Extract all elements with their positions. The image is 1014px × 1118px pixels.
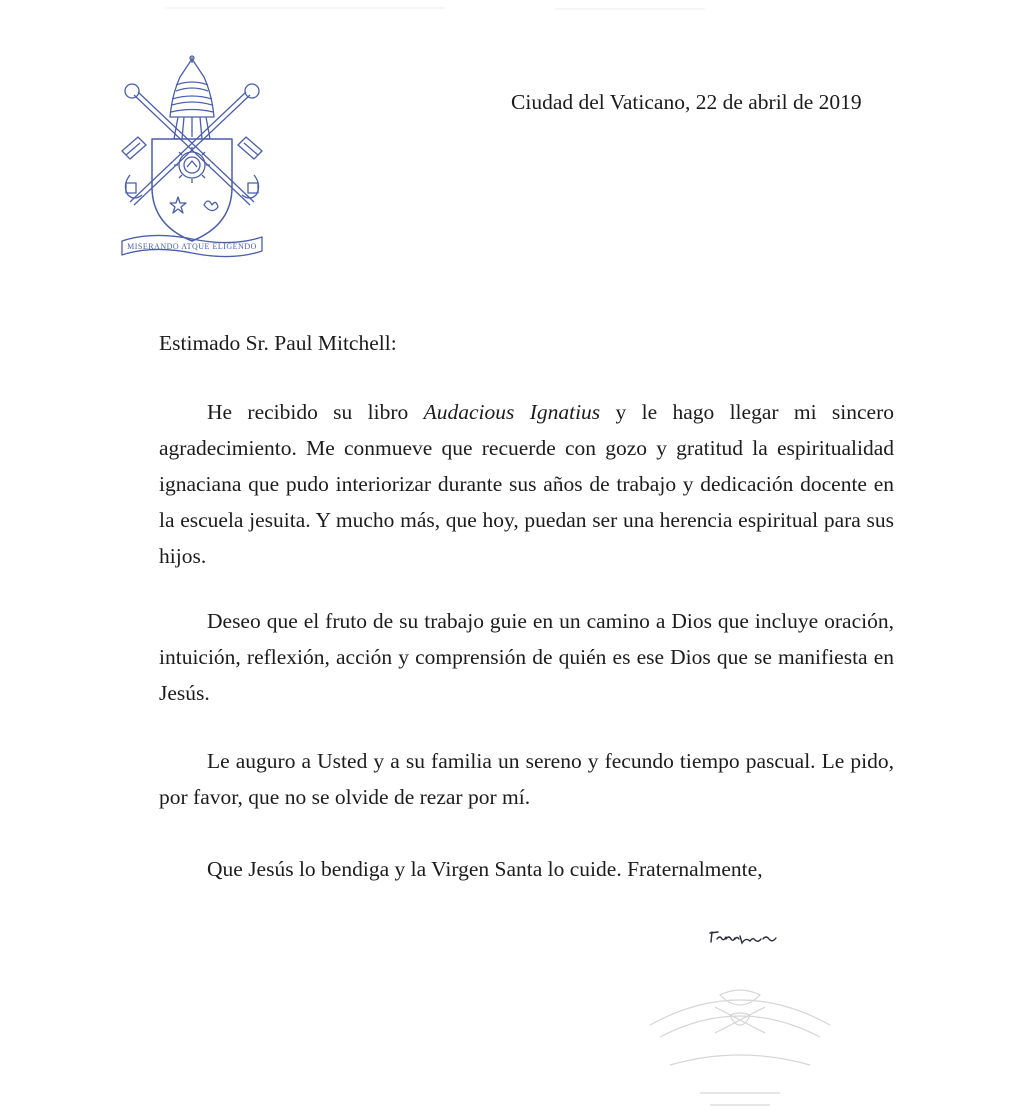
signature-icon xyxy=(706,925,786,949)
letter-paragraph-3: Le auguro a Usted y a su familia un sereno y fecundo tiempo pascual. Le pido, por favor, que no se olvide de rezar por mí. xyxy=(159,749,894,809)
scan-artifact xyxy=(0,0,1014,12)
letter-salutation: Estimado Sr. Paul Mitchell: xyxy=(159,331,397,355)
letter-date: Ciudad del Vaticano, 22 de abril de 2019 xyxy=(511,90,862,114)
embossed-seal-icon xyxy=(640,965,840,1115)
paragraph-text: He recibido su libro xyxy=(207,400,424,424)
book-title: Audacious Ignatius xyxy=(423,400,601,424)
letter-closing: Que Jesús lo bendiga y la Virgen Santa lo cuide. Fraternalmente, xyxy=(207,857,763,881)
papal-coat-of-arms-icon xyxy=(112,55,272,265)
paragraph-text: y le hago llegar mi sincero agradecimiento. Me conmueve que recuerde con gozo y gratitud la espiritualidad ignaciana que pudo interiorizar durante sus años de trabajo y dedicación docente en la escuela jesuita. Y mucho más, que hoy, puedan ser una herencia espiritual para sus hijos. xyxy=(159,400,894,568)
letter-paragraph-1 xyxy=(159,394,894,574)
letter-paragraph-2: Deseo que el fruto de su trabajo guie en un camino a Dios que incluye oración, intuición, reflexión, acción y comprensión de quién es ese Dios que se manifiesta en Jesús. xyxy=(159,609,894,705)
svg-text:MISERANDO ATQUE ELIGENDO: MISERANDO ATQUE ELIGENDO xyxy=(127,242,257,251)
